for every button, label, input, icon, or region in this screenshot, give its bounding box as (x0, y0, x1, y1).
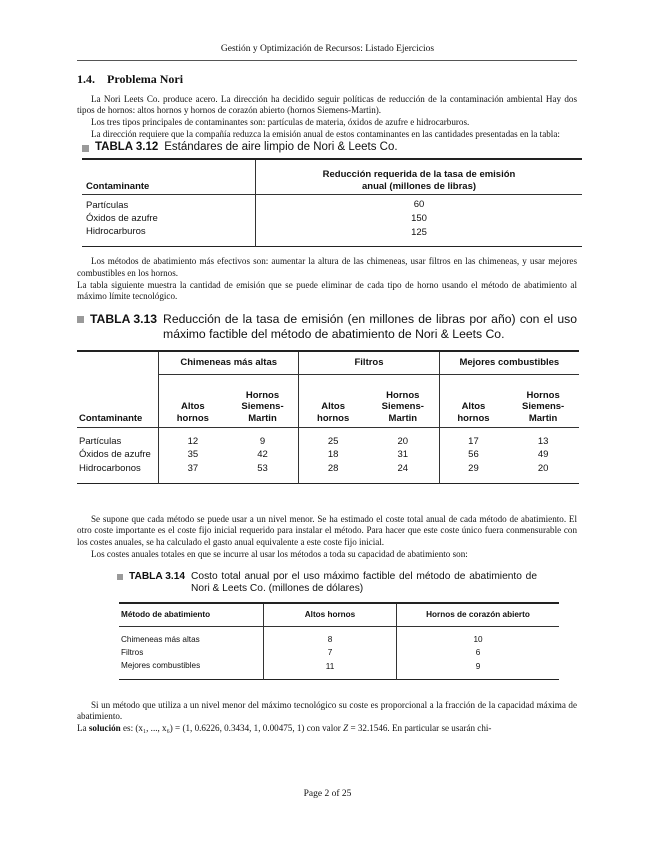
column-header: Hornos Siemens-Martin (507, 375, 579, 428)
table-3-14 (119, 602, 559, 680)
table-label: TABLA 3.12 (95, 140, 159, 153)
cell: 18 (327, 449, 339, 461)
cell: Óxidos de azufre (77, 448, 159, 462)
table-row (77, 462, 579, 483)
methods-paragraph: Los métodos de abatimiento más efectivos son: aumentar la altura de las chimeneas, usar filtros en las chimeneas, y usar mejores combustibles en los hornos. (77, 256, 577, 279)
table-row (82, 212, 582, 226)
table-row (119, 660, 559, 679)
cell: 35 (187, 449, 199, 461)
cell: Óxidos de azufre (82, 212, 256, 226)
column-header: Altos hornos (264, 603, 397, 627)
solution-value-text: = 32.1546. En particular se usarán chi- (350, 723, 492, 734)
running-header: Gestión y Optimización de Recursos: Listado Ejercicios (220, 44, 435, 54)
table-label: TABLA 3.13 (90, 312, 158, 327)
cell: 56 (468, 449, 479, 461)
section-title: Problema Nori (107, 72, 184, 86)
solution-text: es: (x₁, ..., x₆) = (1, 0.6226, 0.3434, 1, 0.00475, 1) con valor (123, 723, 341, 734)
solution-variable: Z (343, 723, 349, 734)
cell: 6 (475, 648, 481, 658)
section-heading (77, 74, 577, 86)
table-row (77, 448, 579, 462)
table-3-14-caption (117, 571, 537, 596)
cell: 60 (413, 199, 425, 211)
table-3-13 (77, 350, 579, 484)
group-header: Chimeneas más altas (159, 351, 299, 375)
cell: 125 (411, 226, 427, 238)
table-title: Reducción de la tasa de emisión (en millones de libras por año) con el uso máximo factible del método de abatimiento de Nori & Leets Co. (163, 312, 577, 342)
cell: 20 (367, 427, 439, 448)
table-3-12-caption (82, 142, 577, 154)
page-content (77, 72, 577, 735)
solution-keyword: solución (88, 723, 121, 734)
annual-costs-paragraph: Los costes anuales totales en que se incurre al usar los métodos a toda su capacidad de abatimiento son: (91, 548, 468, 559)
group-header: Mejores combustibles (439, 351, 579, 375)
solution-paragraph (77, 723, 577, 735)
section-number: 1.4. (77, 72, 95, 86)
group-header: Filtros (299, 351, 439, 375)
table-row (77, 427, 579, 448)
column-header: Altos hornos (299, 375, 367, 428)
table-row (82, 195, 582, 212)
table-row (119, 646, 559, 660)
cell: Mejores combustibles (119, 660, 264, 679)
cell: 7 (264, 646, 397, 660)
column-header: Hornos de corazón abierto (397, 603, 560, 627)
cell: 25 (327, 435, 339, 447)
cell: 31 (367, 448, 439, 462)
column-header: Método de abatimiento (119, 603, 264, 627)
column-header: Reducción requerida de la tasa de emisión anual (millones de libras) (256, 159, 583, 195)
cell: 10 (473, 634, 483, 644)
column-header: Altos hornos (439, 375, 507, 428)
cell: Partículas (77, 427, 159, 448)
cell: 150 (411, 212, 427, 224)
cost-paragraph: Se supone que cada método se puede usar a un nivel menor. Se ha estimado el coste total anual de cada método de abatimiento. El otro coste importante es el coste fijo inicial requerido para instalar el método. Para hacer que este coste único fuera conmensurable con los costes anuales, se ha calculado el gasto anual equivalente a este coste fijo inicial. (77, 513, 577, 548)
cell: 13 (537, 435, 549, 447)
cell: 24 (367, 462, 439, 483)
cell: 53 (227, 462, 299, 483)
cell: Filtros (119, 646, 264, 660)
proportional-paragraph: Si un método que utiliza a un nivel menor del máximo tecnológico su coste es proporcional a la fracción de la capacidad máxima de abatimiento. (77, 699, 577, 722)
cell: Hidrocarburos (82, 226, 256, 247)
table-3-12 (82, 158, 582, 247)
cell: 49 (537, 449, 549, 461)
caption-square-icon (117, 574, 123, 580)
cell: 37 (187, 463, 199, 475)
cell: 42 (227, 448, 299, 462)
cell: Chimeneas más altas (119, 626, 264, 646)
table-row (119, 626, 559, 646)
table-3-13-caption (77, 312, 577, 342)
cell: 9 (227, 427, 299, 448)
intro-paragraph-3: La dirección requiere que la compañía reduzca la emisión anual de estos contaminantes en las cantidades presentadas en la tabla: (91, 128, 560, 139)
cell: 28 (327, 463, 339, 475)
table-title: Estándares de aire limpio de Nori & Leets Co. (164, 140, 398, 153)
cell: 20 (537, 463, 549, 475)
caption-square-icon (77, 316, 84, 323)
table-label: TABLA 3.14 (129, 570, 186, 582)
cell: 17 (468, 435, 479, 447)
table-intro-paragraph: La tabla siguiente muestra la cantidad de emisión que se puede eliminar de cada tipo de horno usando el método de abatimiento al máximo límite tecnológico. (77, 279, 577, 302)
column-header: Contaminante (82, 159, 256, 195)
table-title: Costo total anual por el uso máximo factible del método de abatimiento de Nori & Leets Co. (millones de dólares) (191, 570, 537, 595)
intro-paragraph-2: Los tres tipos principales de contaminantes son: partículas de materia, óxidos de azufre e hidrocarburos. (91, 117, 470, 128)
column-header: Hornos Siemens-Martin (227, 375, 299, 428)
header-rule (77, 60, 577, 61)
intro-paragraph-1: La Nori Leets Co. produce acero. La dirección ha decidido seguir políticas de reducción de la contaminación ambiental Hay dos tipos de hornos: altos hornos y hornos de corazón abierto (hornos Siemens-Martin). (77, 93, 577, 116)
cell: Partículas (82, 195, 256, 212)
column-header: Altos hornos (159, 375, 227, 428)
solution-prefix: La (77, 723, 87, 734)
cell: 9 (475, 661, 481, 671)
cell: 12 (187, 435, 199, 447)
table-row (82, 226, 582, 247)
caption-square-icon (82, 145, 89, 152)
page-footer: Page 2 of 25 (303, 789, 352, 799)
cell: Hidrocarbonos (77, 462, 159, 483)
cell: 11 (264, 660, 397, 679)
column-header: Contaminante (77, 375, 159, 428)
column-header: Hornos Siemens-Martin (367, 375, 439, 428)
cell: 8 (264, 626, 397, 646)
cell: 29 (468, 463, 479, 475)
